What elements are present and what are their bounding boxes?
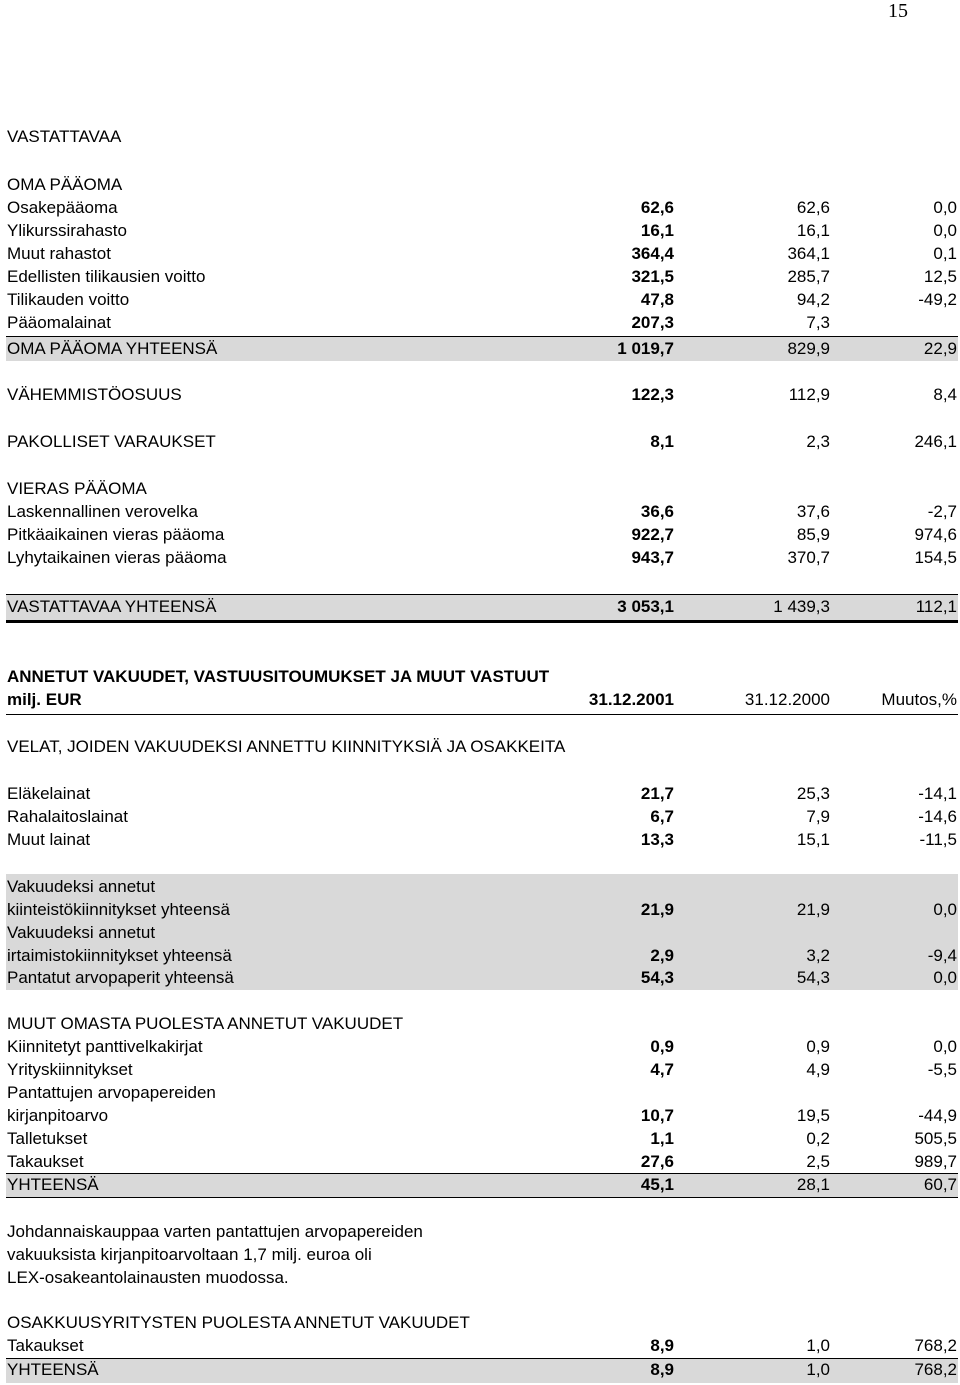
column-header-change: Muutos,% [881, 690, 957, 709]
value-2001: 8,1 [650, 432, 674, 451]
row-label: YHTEENSÄ [7, 1360, 99, 1379]
value-change: 0,1 [933, 244, 957, 263]
equity-heading: OMA PÄÄOMA [7, 175, 123, 194]
row-label: OMA PÄÄOMA YHTEENSÄ [7, 339, 218, 358]
value-2001: 6,7 [650, 807, 674, 826]
row-label: Lyhytaikainen vieras pääoma [7, 548, 227, 567]
value-2001: 21,7 [640, 784, 674, 803]
value-2001: 54,3 [640, 968, 674, 987]
divider [6, 714, 958, 715]
provisions-row [6, 432, 958, 454]
row-label: Talletukset [7, 1129, 88, 1148]
table-row [6, 267, 958, 289]
value-2001: 207,3 [631, 313, 674, 332]
unit-label: milj. EUR [7, 690, 82, 709]
table-row [6, 830, 958, 852]
row-label: Kiinnitetyt panttivelkakirjat [7, 1037, 203, 1056]
affiliates-heading: OSAKKUUSYRITYSTEN PUOLESTA ANNETUT VAKUUDET [7, 1313, 470, 1332]
row-label: Laskennallinen verovelka [7, 502, 198, 521]
table-row [6, 946, 958, 968]
value-2000: 7,3 [806, 313, 830, 332]
table-row [6, 1060, 958, 1082]
value-2001: 47,8 [640, 290, 674, 309]
value-2001: 8,9 [650, 1336, 674, 1355]
value-change: -2,7 [927, 502, 957, 521]
value-change: 768,2 [914, 1336, 957, 1355]
row-label: Yrityskiinnitykset [7, 1060, 133, 1079]
value-2001: 4,7 [650, 1060, 674, 1079]
row-label: irtaimistokiinnitykset yhteensä [7, 946, 232, 965]
value-change: 974,6 [914, 525, 957, 544]
value-2000: 1,0 [806, 1360, 830, 1379]
row-label: Eläkelainat [7, 784, 91, 803]
loans-heading: VELAT, JOIDEN VAKUUDEKSI ANNETTU KIINNITYKSIÄ JA OSAKKEITA [7, 737, 566, 756]
column-header-2001: 31.12.2001 [588, 690, 674, 709]
value-2001: 1 019,7 [617, 339, 674, 358]
row-label: Muut rahastot [7, 244, 111, 263]
value-2000: 370,7 [787, 548, 830, 567]
row-label: PAKOLLISET VARAUKSET [7, 432, 216, 451]
divider [6, 1197, 958, 1198]
value-2001: 8,9 [650, 1360, 674, 1379]
value-change: 0,0 [933, 900, 957, 919]
value-2000: 25,3 [796, 784, 830, 803]
value-change: 0,0 [933, 221, 957, 240]
value-2001: 3 053,1 [617, 597, 674, 616]
table-row [6, 807, 958, 829]
minority-row [6, 385, 958, 407]
row-label: Osakepääoma [7, 198, 118, 217]
own-total-row [6, 1175, 958, 1197]
note-line: LEX-osakeantolainausten muodossa. [7, 1268, 289, 1287]
value-2001: 36,6 [640, 502, 674, 521]
value-2001: 0,9 [650, 1037, 674, 1056]
value-change: 60,7 [923, 1175, 957, 1194]
affiliates-total-row [6, 1360, 958, 1382]
row-label: Tilikauden voitto [7, 290, 130, 309]
divider-thick [6, 620, 958, 623]
value-change: 246,1 [914, 432, 957, 451]
value-change: -14,6 [918, 807, 957, 826]
table-row [6, 502, 958, 524]
value-change: 0,0 [933, 198, 957, 217]
table-row [6, 1336, 958, 1358]
own-behalf-heading: MUUT OMASTA PUOLESTA ANNETUT VAKUUDET [7, 1014, 404, 1033]
value-change: 112,1 [915, 597, 957, 616]
section-title-commitments: ANNETUT VAKUUDET, VASTUUSITOUMUKSET JA MUUT VASTUUT [7, 667, 550, 686]
equity-total-row [6, 339, 958, 361]
value-change: -44,9 [918, 1106, 957, 1125]
row-label: YHTEENSÄ [7, 1175, 99, 1194]
row-label: Takaukset [7, 1152, 84, 1171]
table-row [6, 198, 958, 220]
value-2001: 13,3 [640, 830, 674, 849]
row-label: VASTATTAVAA YHTEENSÄ [7, 597, 217, 616]
value-change: 768,2 [914, 1360, 957, 1379]
row-label: Takaukset [7, 1336, 84, 1355]
row-label: Pääomalainat [7, 313, 111, 332]
value-change: 505,5 [914, 1129, 957, 1148]
value-2000: 94,2 [796, 290, 830, 309]
value-2001: 2,9 [650, 946, 674, 965]
table-row [6, 784, 958, 806]
value-2000: 1 439,3 [773, 597, 830, 616]
value-2000: 15,1 [796, 830, 830, 849]
value-2000: 3,2 [806, 946, 830, 965]
collateral-label-b: Vakuudeksi annetut [7, 923, 156, 942]
table-row [6, 968, 958, 990]
value-2000: 28,1 [796, 1175, 830, 1194]
value-change: 22,9 [923, 339, 957, 358]
liabilities-heading: VIERAS PÄÄOMA [7, 479, 147, 498]
value-2001: 45,1 [640, 1175, 674, 1194]
value-2001: 1,1 [650, 1129, 674, 1148]
value-2000: 37,6 [796, 502, 830, 521]
row-label: Ylikurssirahasto [7, 221, 127, 240]
column-header-2000: 31.12.2000 [744, 690, 830, 709]
value-2001: 122,3 [631, 385, 674, 404]
value-2001: 62,6 [640, 198, 674, 217]
value-change: 0,0 [933, 968, 957, 987]
value-2001: 321,5 [631, 267, 674, 286]
value-2000: 54,3 [796, 968, 830, 987]
value-2000: 62,6 [796, 198, 830, 217]
note-line: Johdannaiskauppaa varten pantattujen arvopapereiden [7, 1222, 423, 1241]
table-row [6, 221, 958, 243]
section-title-vastattavaa: VASTATTAVAA [7, 127, 122, 146]
column-header-row [6, 690, 958, 712]
value-change: -5,5 [927, 1060, 957, 1079]
row-label: kirjanpitoarvo [7, 1106, 109, 1125]
value-2001: 10,7 [640, 1106, 674, 1125]
value-change: -11,5 [919, 830, 957, 849]
table-row [6, 1129, 958, 1151]
value-2001: 922,7 [631, 525, 674, 544]
collateral-label-a: Vakuudeksi annetut [7, 877, 156, 896]
value-2000: 2,3 [806, 432, 830, 451]
row-label: VÄHEMMISTÖOSUUS [7, 385, 182, 404]
value-2000: 16,1 [796, 221, 830, 240]
table-row [6, 1037, 958, 1059]
table-row [6, 1152, 958, 1174]
table-row [6, 290, 958, 312]
row-label: Pantatut arvopaperit yhteensä [7, 968, 234, 987]
table-row [6, 525, 958, 547]
row-label: Rahalaitoslainat [7, 807, 128, 826]
value-2000: 2,5 [806, 1152, 830, 1171]
value-change: -49,2 [918, 290, 957, 309]
grand-total-row [6, 597, 958, 619]
value-2000: 7,9 [806, 807, 830, 826]
row-label: Pitkäaikainen vieras pääoma [7, 525, 225, 544]
value-2001: 16,1 [640, 221, 674, 240]
value-change: 989,7 [914, 1152, 957, 1171]
value-2001: 27,6 [640, 1152, 674, 1171]
value-2000: 364,1 [787, 244, 830, 263]
value-2000: 21,9 [796, 900, 830, 919]
value-2000: 1,0 [806, 1336, 830, 1355]
value-change: 12,5 [923, 267, 957, 286]
value-2000: 85,9 [796, 525, 830, 544]
page-number: 15 [888, 0, 908, 22]
value-change: 154,5 [914, 548, 957, 567]
row-label: kiinteistökiinnitykset yhteensä [7, 900, 231, 919]
row-label: Edellisten tilikausien voitto [7, 267, 206, 286]
value-change: 0,0 [933, 1037, 957, 1056]
value-2000: 19,5 [796, 1106, 830, 1125]
table-row [6, 900, 958, 922]
value-2000: 4,9 [806, 1060, 830, 1079]
value-change: -14,1 [918, 784, 957, 803]
table-row [6, 313, 958, 335]
value-change: 8,4 [933, 385, 957, 404]
table-row [6, 244, 958, 266]
value-2000: 112,9 [788, 385, 830, 404]
own-label-c: Pantattujen arvopapereiden [7, 1083, 216, 1102]
value-change: -9,4 [927, 946, 957, 965]
table-row [6, 548, 958, 570]
value-2000: 829,9 [787, 339, 830, 358]
value-2000: 0,2 [806, 1129, 830, 1148]
value-2001: 364,4 [631, 244, 674, 263]
value-2000: 285,7 [787, 267, 830, 286]
value-2000: 0,9 [806, 1037, 830, 1056]
row-label: Muut lainat [7, 830, 91, 849]
note-line: vakuuksista kirjanpitoarvoltaan 1,7 milj. euroa oli [7, 1245, 372, 1264]
value-2001: 21,9 [640, 900, 674, 919]
value-2001: 943,7 [631, 548, 674, 567]
table-row [6, 1106, 958, 1128]
